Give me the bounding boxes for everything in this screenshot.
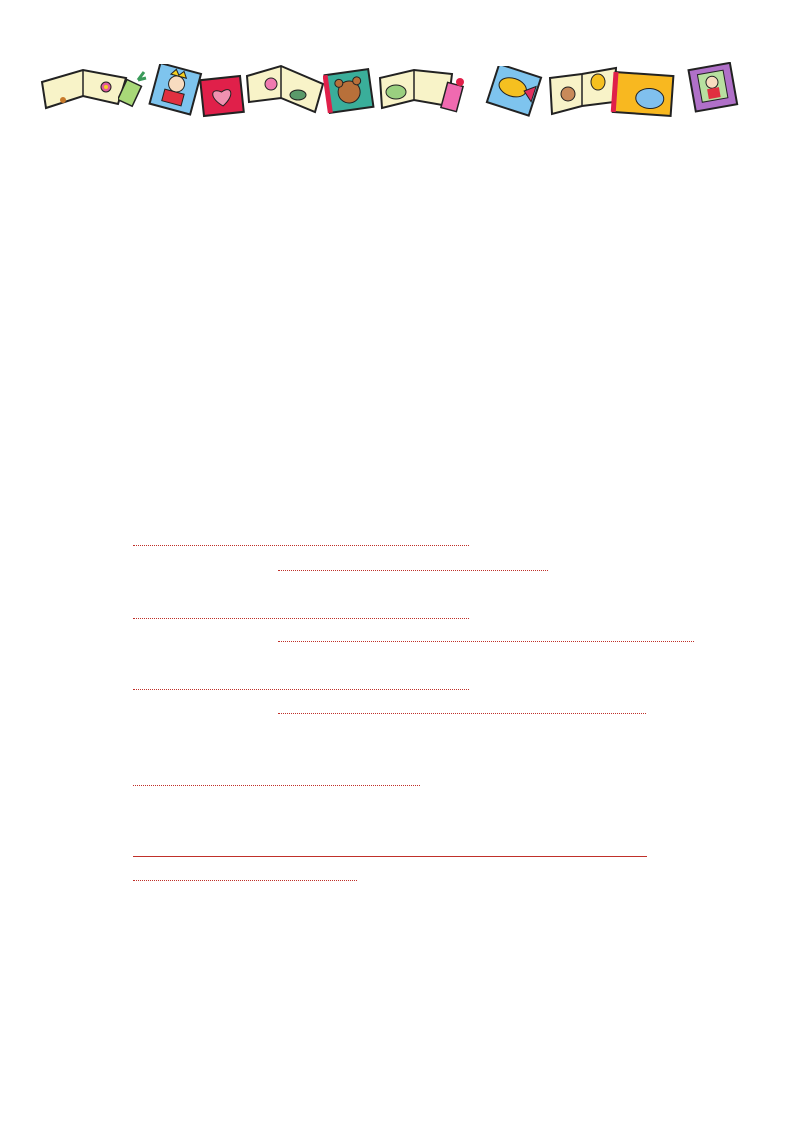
- fish-book-icon: [483, 66, 545, 120]
- bear-book-icon: [323, 68, 375, 114]
- heart-book-icon: [198, 74, 246, 118]
- elephant-book-icon: [610, 70, 676, 120]
- location-value: [133, 784, 420, 786]
- application-instructions: [133, 855, 647, 857]
- top-book-border: [38, 62, 758, 124]
- session-3-content: [278, 712, 646, 714]
- pink-bookmark-icon: [438, 74, 468, 114]
- session-1-content: [278, 569, 548, 571]
- session-2-content: [278, 640, 694, 642]
- king-book-icon: [146, 64, 206, 116]
- bottom-book-border: [38, 1000, 758, 1062]
- session-1-datetime: [133, 544, 469, 546]
- girl-book-icon: [686, 62, 742, 114]
- open-book-rabbit-icon: [243, 62, 328, 117]
- phone-number-line: [133, 879, 357, 881]
- session-3-datetime: [133, 688, 469, 690]
- bookmark-plant-icon: [118, 70, 148, 108]
- session-2-datetime: [133, 617, 469, 619]
